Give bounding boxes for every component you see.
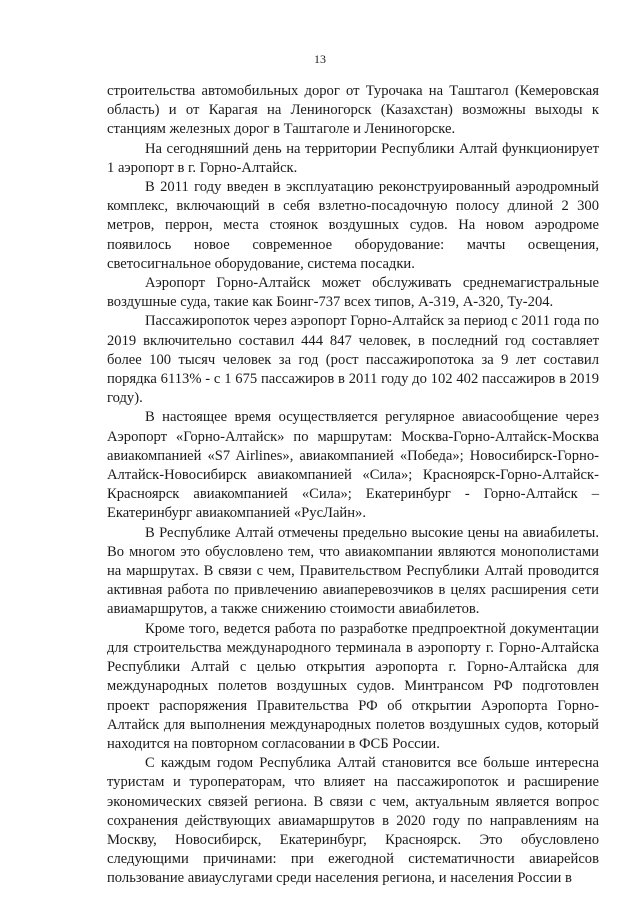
paragraph-passenger-traffic: Пассажиропоток через аэропорт Горно-Алтайск за период с 2011 года по 2019 включительно составил 444 847 человек, в последний год составляет более 100 тысяч человек за год (рост пассажиропотока за 9 лет составил порядка 6113% - с 1 675 пассажиров в 2011 году до 102 402 пассажиров в 2019 году). — [107, 313, 599, 407]
paragraph-international-terminal: Кроме того, ведется работа по разработке предпроектной документации для строительства международного терминала в аэропорту г. Горно-Алтайска Республики Алтай с целью открытия аэропорта г. Горно-Алтайска для международных полетов воздушных судов. Минтрансом РФ подготовлен проект распоряжения Правительства РФ об открытии Аэропорта Горно-Алтайск для выполнения международных полетов воздушных судов, который находится на повторном согласовании в ФСБ России. — [107, 620, 599, 752]
paragraph-airport-count: На сегодняшний день на территории Республики Алтай функционирует 1 аэропорт в г. Горно-Алтайск. — [107, 140, 599, 176]
page-number: 13 — [314, 52, 326, 66]
paragraph-road-continuation: строительства автомобильных дорог от Турочака на Таштагол (Кемеровская область) и от Карагая на Лениногорск (Казахстан) возможны выходы к станциям железных дорог в Таштаголе и Лениногорске. — [107, 83, 599, 138]
paragraph-aerodrome-2011: В 2011 году введен в эксплуатацию реконструированный аэродромный комплекс, включающий в себя взлетно-посадочную полосу длиной 2 300 метров, перрон, места стоянок воздушных судов. На новом аэродроме появилось новое современное оборудование: мачты освещения, светосигнальное оборудование, система посадки. — [107, 179, 599, 272]
paragraph-tourism: С каждым годом Республика Алтай становится все больше интересна туристам и туроператорам, что влияет на пассажиропоток и расширение экономических связей региона. В связи с чем, актуальным является вопрос сохранения действующих авиамаршрутов в 2020 году по направлениям на Москву, Новосибирск, Екатеринбург, Красноярск. Это обусловлено следующими причинами: при ежегодной систематичности авиарейсов пользование авиауслугами среди населения региона, и населения России в — [107, 755, 599, 887]
paragraph-routes: В настоящее время осуществляется регулярное авиасообщение через Аэропорт «Горно-Алтайск» по маршрутам: Москва-Горно-Алтайск-Москва авиакомпанией «S7 Airlines», авиакомпанией «Победа»; Новосибирск-Горно-Алтайск-Новосибирск авиакомпанией «Сила»; Красноярск-Горно-Алтайск-Красноярск авиакомпанией «Сила»; Екатеринбург - Горно-Алтайск – Екатеринбург авиакомпанией «РусЛайн». — [107, 409, 599, 522]
paragraph-ticket-prices: В Республике Алтай отмечены предельно высокие цены на авиабилеты. Во многом это обусловлено тем, что авиакомпании являются монополистами на маршрутах. В связи с чем, Правительством Республики Алтай проводится активная работа по привлечению авиаперевозчиков в целях расширения сети авиамаршрутов, а также снижению стоимости авиабилетов. — [107, 524, 599, 618]
body-text — [107, 82, 599, 889]
paragraph-aircraft-types: Аэропорт Горно-Алтайск может обслуживать среднемагистральные воздушные суда, такие как Боинг-737 всех типов, А-319, А-320, Ту-204. — [107, 275, 599, 311]
